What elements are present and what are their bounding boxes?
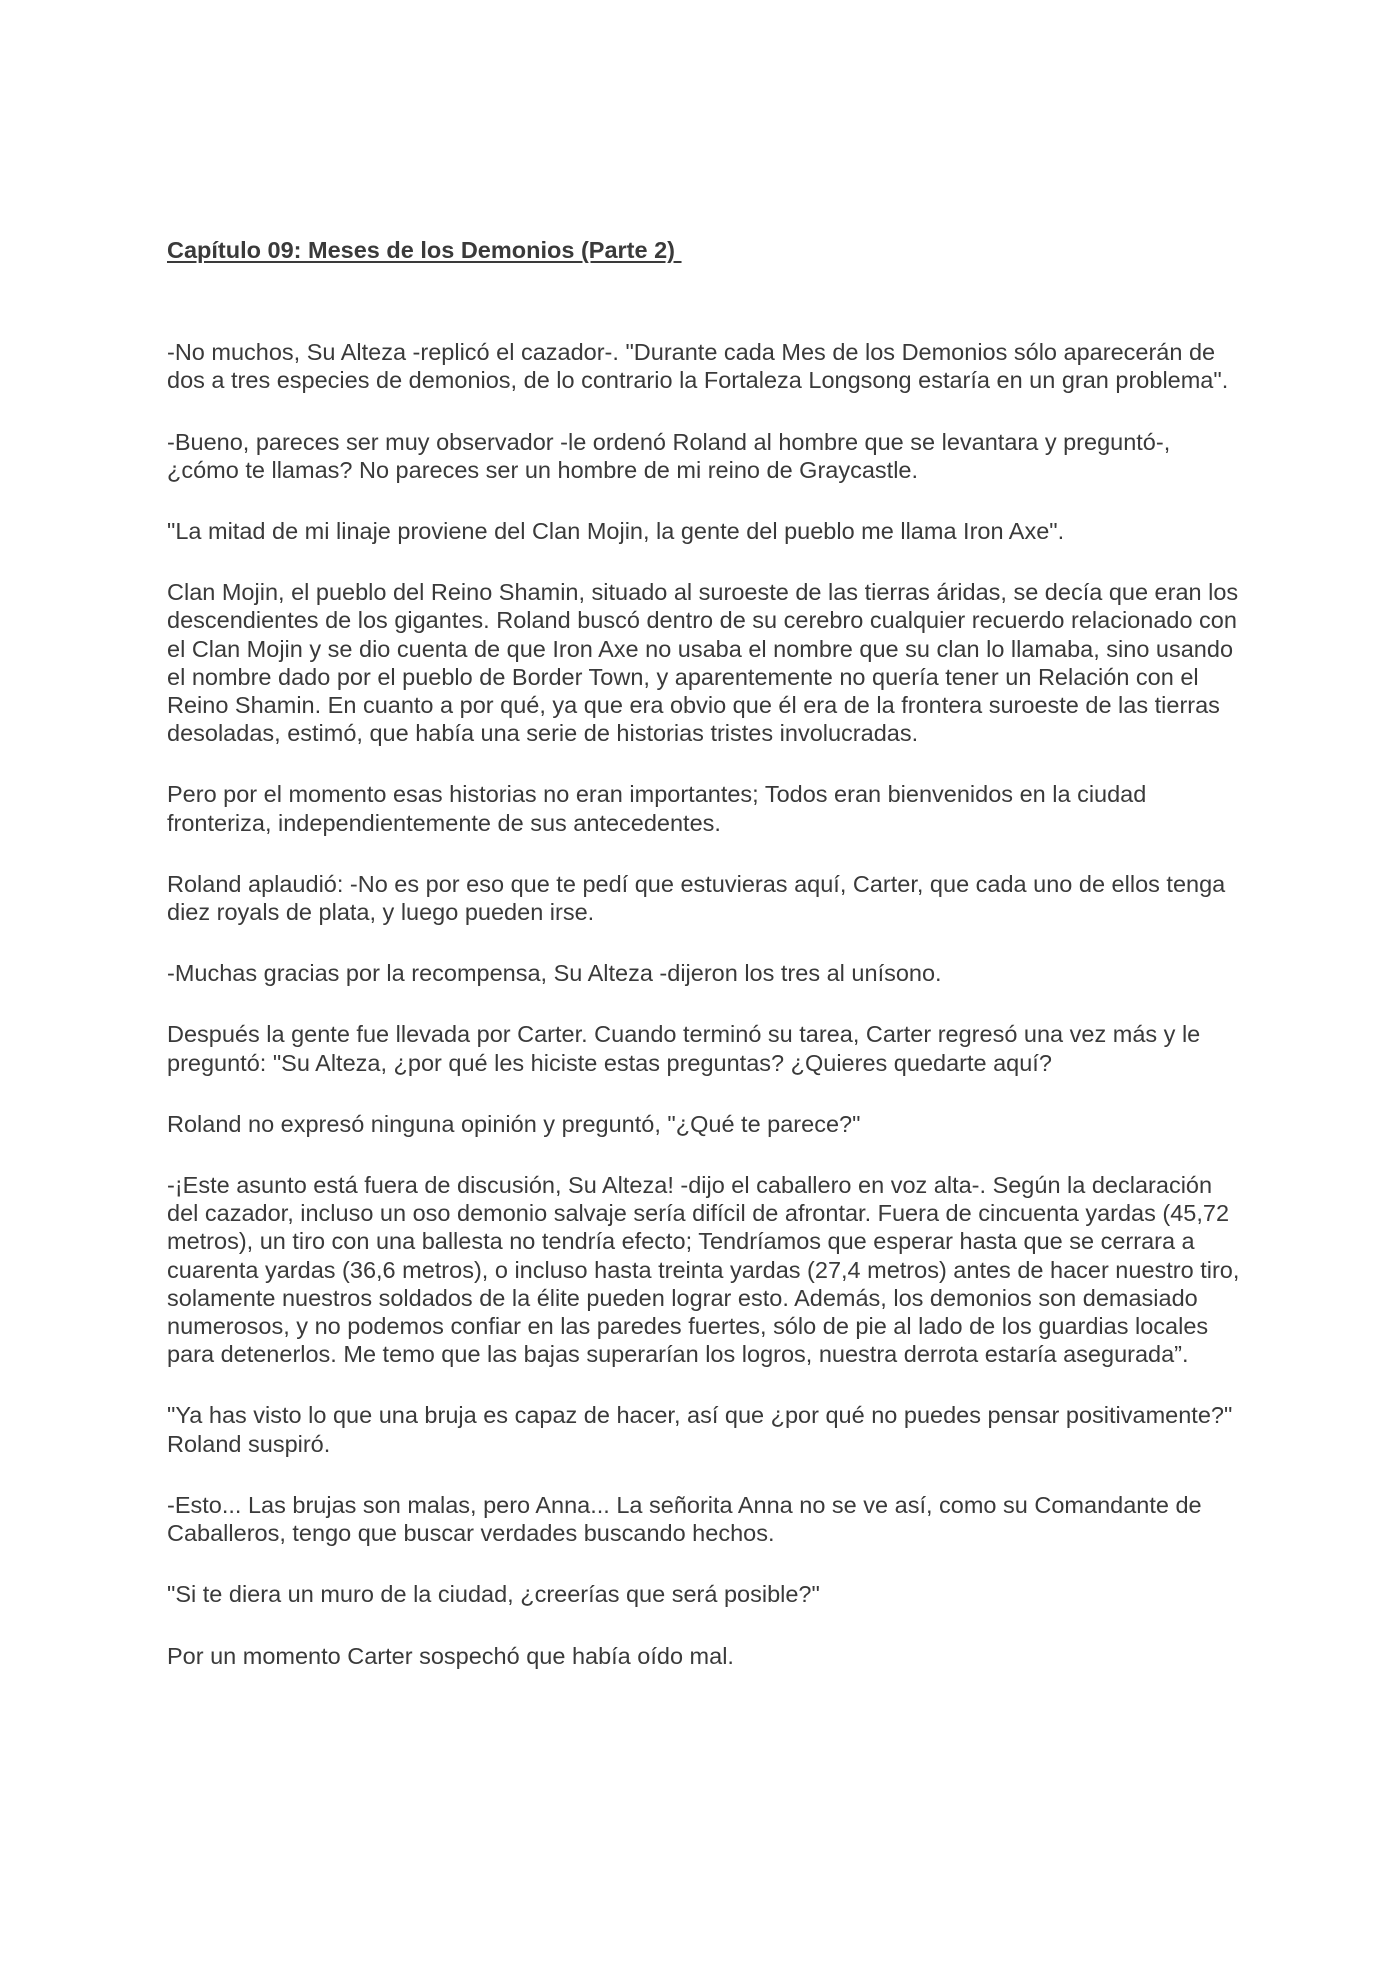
paragraph: -Muchas gracias por la recompensa, Su Alteza -dijeron los tres al unísono. [167,960,942,987]
paragraph: "Si te diera un muro de la ciudad, ¿creerías que será posible?" [167,1581,820,1608]
paragraph: -Esto... Las brujas son malas, pero Anna... La señorita Anna no se ve así, como su Comandante de Caballeros, tengo que buscar verdades buscando hechos. [167,1491,1202,1547]
paragraph: Después la gente fue llevada por Carter. Cuando terminó su tarea, Carter regresó una vez más y le preguntó: "Su Alteza, ¿por qué les hiciste estas preguntas? ¿Quieres quedarte aquí? [167,1021,1201,1076]
paragraph: Pero por el momento esas historias no eran importantes; Todos eran bienvenidos en la ciudad fronteriza, independientemente de sus antecedentes. [167,781,1147,836]
paragraph: -Bueno, pareces ser muy observador -le ordenó Roland al hombre que se levantara y preguntó-, ¿cómo te llamas? No pareces ser un hombre de mi reino de Graycastle. [167,428,1171,483]
chapter-title: Capítulo 09: Meses de los Demonios (Parte 2) [167,237,682,263]
paragraph: Roland aplaudió: -No es por eso que te pedí que estuvieras aquí, Carter, que cada uno de ellos tenga diez royals de plata, y luego pueden irse. [167,870,1226,926]
paragraph: "La mitad de mi linaje proviene del Clan Mojin, la gente del pueblo me llama Iron Axe". [167,518,1065,545]
paragraph: "Ya has visto lo que una bruja es capaz de hacer, así que ¿por qué no puedes pensar positivamente?" Roland suspiró. [167,1402,1233,1457]
document-body [167,236,1247,1703]
paragraph: -No muchos, Su Alteza -replicó el cazador-. "Durante cada Mes de los Demonios sólo aparecerán de dos a tres especies de demonios, de lo contrario la Fortaleza Longsong estaría en un gran problema". [167,339,1229,394]
paragraph: Clan Mojin, el pueblo del Reino Shamin, situado al suroeste de las tierras áridas, se decía que eran los descendientes de los gigantes. Roland buscó dentro de su cerebro cualquier recuerdo relacionado con el Clan Mojin y se dio cuenta de que Iron Axe no usaba el nombre que su clan lo llamaba, sino usando el nombre dado por el pueblo de Border Town, y aparentemente no quería tener un Relación con el Reino Shamin. En cuanto a por qué, ya que era obvio que él era de la frontera suroeste de las tierras desoladas, estimó, que había una serie de historias tristes involucradas. [167,579,1239,747]
paragraph: Por un momento Carter sospechó que había oído mal. [167,1642,734,1669]
paragraph: -¡Este asunto está fuera de discusión, Su Alteza! -dijo el caballero en voz alta-. Según la declaración del cazador, incluso un oso demonio salvaje sería difícil de afrontar. Fuera de cincuenta yardas (45,72 metros), un tiro con una ballesta no tendría efecto; Tendríamos que esperar hasta que se cerrara a cuarenta yardas (36,6 metros), o incluso hasta treinta yardas (27,4 metros) antes de hacer nuestro tiro, solamente nuestros soldados de la élite pueden lograr esto. Además, los demonios son demasiado numerosos, y no podemos confiar en las paredes fuertes, sólo de pie al lado de los guardias locales para detenerlos. Me temo que las bajas superarían los logros, nuestra derrota estaría asegurada”. [167,1172,1240,1368]
paragraph: Roland no expresó ninguna opinión y preguntó, "¿Qué te parece?" [167,1110,861,1137]
